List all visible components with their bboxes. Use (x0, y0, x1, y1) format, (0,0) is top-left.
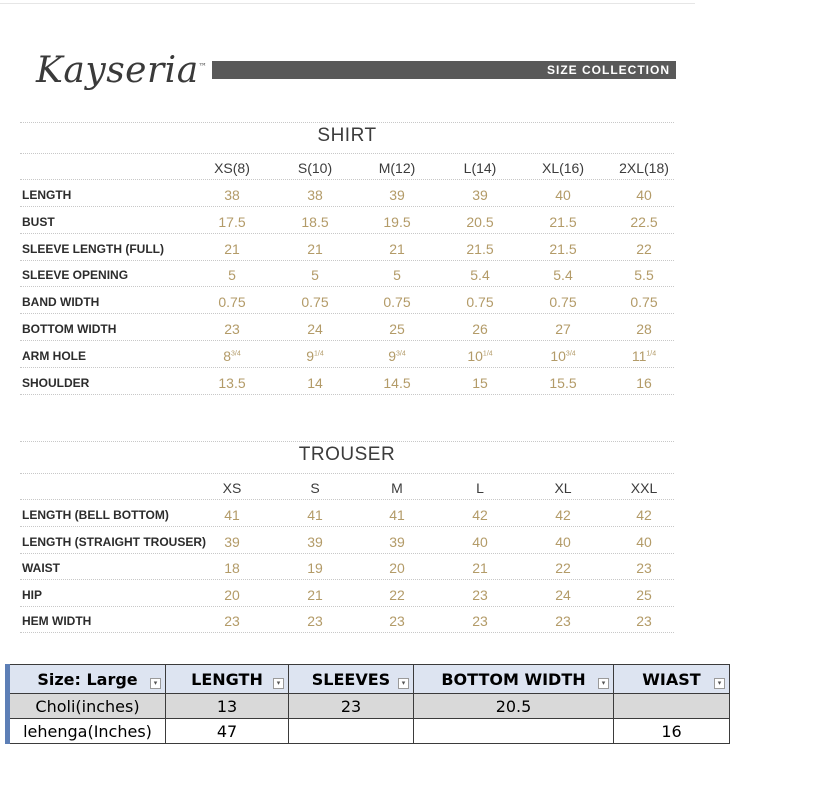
dotted-rule (20, 499, 674, 500)
shirt-value-cell (445, 187, 515, 203)
shirt-size-header: M(12) (378, 160, 416, 176)
shirt-value-cell (609, 294, 679, 310)
trouser-row-label: LENGTH (STRAIGHT TROUSER) (22, 534, 206, 549)
shirt-value-cell (280, 294, 350, 310)
value-text: 39 (389, 187, 405, 203)
shirt-value-cell (609, 321, 679, 337)
value-text: 23 (389, 613, 405, 630)
shirt-value-cell (609, 348, 679, 364)
shirt-value-cell (528, 214, 598, 230)
shirt-value-cell (362, 187, 432, 203)
value-text: 0.75 (218, 294, 246, 311)
cell-choli-bottom-width[interactable]: 20.5 (414, 694, 614, 719)
value-text: 25 (636, 586, 652, 603)
shirt-value-cell (528, 241, 598, 257)
dotted-rule (20, 394, 674, 395)
value-text: 22 (389, 586, 405, 603)
value-text: 20 (224, 586, 240, 603)
value-text: 25 (389, 321, 405, 337)
trouser-value-cell (362, 560, 432, 576)
value-text: 20.5 (466, 213, 494, 230)
header-wiast[interactable]: WIAST ▾ (614, 665, 730, 694)
shirt-value-cell (280, 214, 350, 230)
value-text: 28 (636, 321, 652, 337)
value-text: 21.5 (466, 240, 494, 257)
shirt-value-cell (362, 321, 432, 337)
value-text: 9 (306, 347, 315, 364)
value-text: 23 (307, 613, 323, 630)
value-text: 16 (636, 374, 652, 391)
spreadsheet-header-row (8, 665, 730, 694)
shirt-value-cell (609, 375, 679, 391)
value-text: 0.75 (466, 294, 494, 311)
value-text: 15 (472, 374, 488, 391)
value-text: 0.75 (630, 294, 658, 311)
trouser-size-header: XL (554, 480, 572, 496)
shirt-row-label: BUST (22, 214, 55, 229)
value-text: 23 (472, 613, 488, 630)
trouser-value-cell (197, 613, 267, 629)
trouser-row-label: HIP (22, 587, 43, 602)
shirt-value-cell (528, 321, 598, 337)
shirt-size-header: XS(8) (214, 160, 250, 176)
trouser-value-cell (197, 507, 267, 523)
size-collection-banner: SIZE COLLECTION (212, 61, 676, 79)
shirt-value-cell (528, 375, 598, 391)
value-text: 5 (393, 267, 401, 284)
shirt-row-label: SLEEVE OPENING (22, 268, 129, 283)
shirt-value-cell (609, 267, 679, 283)
shirt-value-cell (197, 187, 267, 203)
value-text: 18.5 (301, 213, 329, 230)
value-text: 39 (472, 187, 488, 203)
trouser-size-header: S (310, 480, 320, 496)
cell-lehenga-label[interactable]: lehenga(Inches) (8, 719, 166, 744)
shirt-row-label: BOTTOM WIDTH (22, 322, 117, 336)
value-text: 40 (555, 533, 571, 550)
shirt-value-cell (280, 348, 350, 364)
trouser-value-cell (280, 613, 350, 629)
header-bottom-width[interactable]: BOTTOM WIDTH ▾ (414, 665, 614, 694)
value-text: 14.5 (383, 374, 411, 391)
value-text: 40 (636, 533, 652, 550)
shirt-row-label: BAND WIDTH (22, 295, 100, 310)
shirt-value-cell (445, 214, 515, 230)
trouser-size-header: L (476, 480, 484, 496)
value-text: 11 (631, 347, 647, 364)
value-text: 22 (555, 560, 571, 577)
value-text: 42 (636, 507, 652, 523)
value-text: 23 (636, 613, 652, 630)
trouser-value-cell (280, 534, 350, 550)
spreadsheet-table[interactable] (5, 664, 730, 744)
dotted-rule (20, 340, 674, 341)
dotted-rule (20, 441, 674, 442)
cell-choli-label[interactable]: Choli(inches) (8, 694, 166, 719)
trouser-size-header: XXL (630, 480, 658, 496)
value-text: 13.5 (218, 374, 246, 391)
value-text: 23 (224, 321, 240, 337)
trouser-value-cell (609, 613, 679, 629)
value-text: 40 (472, 533, 488, 550)
shirt-row-label: SLEEVE LENGTH (FULL) (22, 241, 164, 256)
shirt-value-cell (362, 214, 432, 230)
trouser-value-cell (528, 534, 598, 550)
value-text: 18 (224, 560, 240, 577)
trouser-value-cell (197, 560, 267, 576)
value-text: 21.5 (549, 213, 577, 230)
value-text: 26 (472, 321, 488, 337)
fraction-text: 1/4 (646, 350, 657, 358)
value-text: 40 (636, 187, 652, 203)
shirt-title: SHIRT (317, 125, 377, 146)
trouser-value-cell (197, 587, 267, 603)
trouser-row-label: HEM WIDTH (22, 614, 92, 629)
trouser-title: TROUSER (298, 444, 396, 465)
shirt-value-cell (609, 241, 679, 257)
filter-dropdown-icon[interactable]: ▾ (714, 678, 725, 689)
shirt-size-header: 2XL(18) (619, 160, 669, 176)
value-text: 24 (307, 321, 323, 337)
trouser-value-cell (362, 587, 432, 603)
table-row (8, 719, 730, 744)
value-text: 23 (472, 586, 488, 603)
trouser-value-cell (362, 534, 432, 550)
shirt-row-label: SHOULDER (22, 375, 90, 390)
shirt-value-cell (280, 267, 350, 283)
shirt-value-cell (362, 348, 432, 364)
filter-dropdown-icon[interactable]: ▾ (598, 678, 609, 689)
value-text: 41 (307, 507, 323, 523)
value-text: 42 (472, 507, 488, 523)
trouser-row-label: WAIST (22, 561, 60, 576)
fraction-text: 3/4 (396, 350, 406, 358)
trouser-value-cell (280, 560, 350, 576)
shirt-value-cell (197, 241, 267, 257)
shirt-value-cell (445, 321, 515, 337)
shirt-value-cell (362, 375, 432, 391)
shirt-value-cell (362, 267, 432, 283)
value-text: 21 (307, 240, 323, 257)
cell-lehenga-length[interactable]: 47 (166, 719, 289, 744)
shirt-value-cell (445, 375, 515, 391)
value-text: 38 (224, 187, 240, 203)
header-sleeves[interactable]: SLEEVES ▾ (289, 665, 414, 694)
value-text: 10 (550, 347, 566, 364)
shirt-value-cell (445, 294, 515, 310)
value-text: 5.4 (553, 267, 573, 284)
value-text: 39 (224, 533, 240, 550)
trouser-value-cell (445, 560, 515, 576)
value-text: 20 (389, 560, 405, 577)
filter-dropdown-icon[interactable]: ▾ (273, 678, 284, 689)
value-text: 5 (228, 267, 236, 284)
value-text: 5.4 (470, 267, 490, 284)
cell-lehenga-bottom-width[interactable] (414, 719, 614, 744)
trouser-value-cell (528, 560, 598, 576)
shirt-value-cell (609, 187, 679, 203)
header-length[interactable]: LENGTH ▾ (166, 665, 289, 694)
shirt-value-cell (528, 348, 598, 364)
value-text: 5.5 (634, 267, 654, 284)
trouser-value-cell (445, 507, 515, 523)
shirt-size-header: XL(16) (541, 160, 585, 176)
shirt-row-label: ARM HOLE (22, 348, 86, 363)
dotted-rule (20, 632, 674, 633)
trouser-value-cell (528, 587, 598, 603)
dotted-rule (20, 286, 674, 287)
value-text: 17.5 (218, 213, 246, 230)
cell-choli-sleeves[interactable]: 23 (289, 694, 414, 719)
shirt-value-cell (280, 187, 350, 203)
value-text: 9 (388, 347, 397, 364)
shirt-value-cell (197, 294, 267, 310)
shirt-size-header: L(14) (463, 160, 497, 176)
filter-dropdown-icon[interactable]: ▾ (398, 678, 409, 689)
value-text: 10 (467, 347, 483, 364)
cell-choli-length[interactable]: 13 (166, 694, 289, 719)
value-text: 23 (555, 613, 571, 630)
shirt-value-cell (197, 214, 267, 230)
dotted-rule (20, 313, 674, 314)
value-text: 39 (389, 533, 405, 550)
value-text: 42 (555, 507, 571, 523)
shirt-value-cell (280, 321, 350, 337)
trouser-value-cell (362, 613, 432, 629)
shirt-value-cell (528, 187, 598, 203)
shirt-value-cell (445, 348, 515, 364)
dotted-rule (20, 606, 674, 607)
trouser-value-cell (609, 534, 679, 550)
trouser-value-cell (197, 534, 267, 550)
value-text: 19 (307, 560, 323, 577)
shirt-value-cell (528, 294, 598, 310)
value-text: 21 (224, 240, 240, 257)
dotted-rule (20, 553, 674, 554)
shirt-value-cell (362, 241, 432, 257)
dotted-rule (20, 473, 674, 474)
value-text: 27 (555, 321, 571, 337)
shirt-value-cell (197, 267, 267, 283)
value-text: 0.75 (383, 294, 411, 311)
trouser-row-label: LENGTH (BELL BOTTOM) (22, 508, 169, 522)
shirt-value-cell (362, 294, 432, 310)
top-divider (0, 3, 695, 4)
cell-choli-wiast[interactable] (614, 694, 730, 719)
dotted-rule (20, 260, 674, 261)
shirt-row-label: LENGTH (22, 188, 72, 202)
value-text: 23 (224, 613, 240, 630)
trouser-value-cell (609, 507, 679, 523)
dotted-rule (20, 526, 674, 527)
value-text: 0.75 (301, 294, 329, 311)
value-text: 21 (307, 586, 323, 603)
trouser-value-cell (528, 613, 598, 629)
trouser-size-header: XS (222, 480, 242, 496)
trouser-value-cell (609, 587, 679, 603)
kayseria-logo: Kayseria™ (36, 50, 208, 91)
cell-lehenga-sleeves[interactable] (289, 719, 414, 744)
value-text: 19.5 (383, 213, 411, 230)
shirt-size-header: S(10) (297, 160, 333, 176)
value-text: 40 (555, 187, 571, 203)
shirt-value-cell (445, 267, 515, 283)
table-row (8, 694, 730, 719)
value-text: 15.5 (549, 374, 577, 391)
trouser-value-cell (528, 507, 598, 523)
trouser-value-cell (445, 587, 515, 603)
trouser-value-cell (362, 507, 432, 523)
header-size-large[interactable]: Size: Large ▾ (8, 665, 166, 694)
fraction-text: 3/4 (565, 350, 576, 358)
fraction-text: 3/4 (231, 350, 241, 358)
shirt-value-cell (197, 321, 267, 337)
value-text: 0.75 (549, 294, 577, 311)
trouser-value-cell (280, 587, 350, 603)
dotted-rule (20, 153, 674, 154)
filter-dropdown-icon[interactable]: ▾ (150, 678, 161, 689)
trouser-value-cell (445, 534, 515, 550)
shirt-value-cell (528, 267, 598, 283)
shirt-value-cell (280, 241, 350, 257)
dotted-rule (20, 367, 674, 368)
trouser-value-cell (609, 560, 679, 576)
value-text: 8 (223, 347, 232, 364)
fraction-text: 1/4 (314, 350, 324, 358)
dotted-rule (20, 179, 674, 180)
dotted-rule (20, 122, 674, 123)
value-text: 5 (311, 267, 319, 284)
dotted-rule (20, 579, 674, 580)
trouser-value-cell (280, 507, 350, 523)
fraction-text: 1/4 (482, 350, 493, 358)
value-text: 22 (636, 240, 652, 257)
value-text: 21.5 (549, 240, 577, 257)
value-text: 21 (389, 240, 405, 257)
dotted-rule (20, 233, 674, 234)
value-text: 22.5 (630, 213, 658, 230)
value-text: 23 (636, 560, 652, 577)
value-text: 38 (307, 187, 323, 203)
value-text: 39 (307, 533, 323, 550)
dotted-rule (20, 206, 674, 207)
trouser-value-cell (445, 613, 515, 629)
shirt-value-cell (280, 375, 350, 391)
cell-lehenga-wiast[interactable]: 16 (614, 719, 730, 744)
value-text: 14 (307, 374, 323, 391)
shirt-value-cell (197, 348, 267, 364)
value-text: 24 (555, 586, 571, 603)
shirt-value-cell (445, 241, 515, 257)
trouser-size-header: M (391, 480, 403, 496)
value-text: 41 (224, 507, 240, 523)
value-text: 41 (389, 507, 405, 523)
shirt-value-cell (609, 214, 679, 230)
shirt-value-cell (197, 375, 267, 391)
value-text: 21 (472, 560, 488, 577)
